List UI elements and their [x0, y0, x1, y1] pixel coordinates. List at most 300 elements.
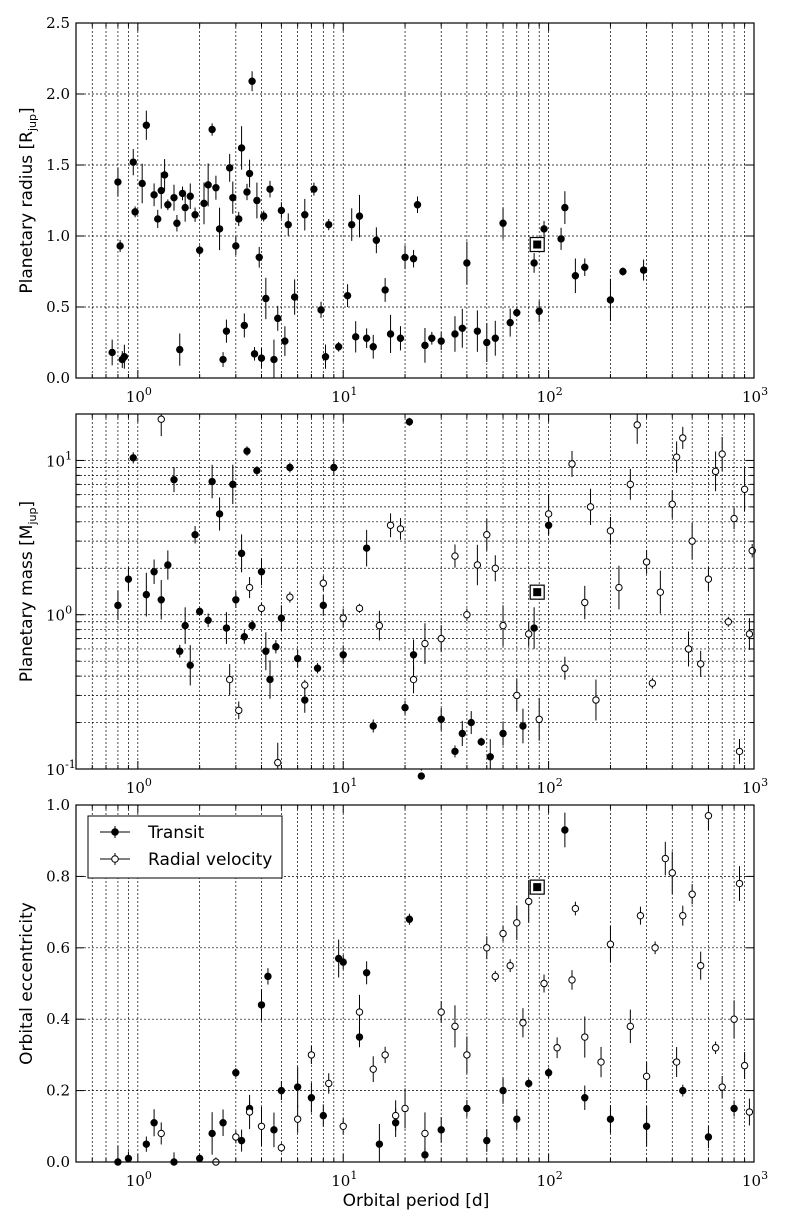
- rv-point: [392, 1112, 398, 1118]
- x-tick-label: $10^3$: [742, 1169, 769, 1190]
- rv-point: [637, 912, 643, 918]
- transit-point: [526, 1080, 532, 1086]
- rv-point: [514, 920, 520, 926]
- transit-point: [607, 297, 613, 303]
- transit-point: [230, 481, 236, 487]
- transit-point: [376, 1141, 382, 1147]
- transit-point: [177, 346, 183, 352]
- rv-point: [500, 930, 506, 936]
- rv-point: [246, 1109, 252, 1115]
- transit-point: [582, 264, 588, 270]
- transit-point: [251, 351, 257, 357]
- rv-point: [376, 622, 382, 628]
- transit-point: [151, 192, 157, 198]
- transit-point: [223, 328, 229, 334]
- highlighted-point: [533, 241, 541, 249]
- legend-rv-label: Radial velocity: [148, 850, 273, 870]
- transit-point: [230, 194, 236, 200]
- y-tick-label: 2.5: [46, 14, 70, 32]
- transit-point: [340, 959, 346, 965]
- transit-point: [115, 179, 121, 185]
- x-tick-label-exponent: 1: [350, 385, 358, 398]
- transit-point: [209, 478, 215, 484]
- transit-point: [487, 754, 493, 760]
- transit-point: [139, 180, 145, 186]
- y-tick-label: 0.4: [46, 1010, 70, 1029]
- rv-point: [484, 532, 490, 538]
- rv-point: [712, 1045, 718, 1051]
- transit-point: [294, 1084, 300, 1090]
- transit-point: [478, 739, 484, 745]
- transit-point: [545, 1070, 551, 1076]
- transit-point: [326, 221, 332, 227]
- transit-point: [344, 292, 350, 298]
- rv-point: [326, 1080, 332, 1086]
- transit-point: [572, 273, 578, 279]
- rv-point: [452, 1023, 458, 1029]
- y-tick-label: 0.0: [46, 369, 70, 387]
- rv-point: [643, 1073, 649, 1079]
- series-highlighted: [530, 238, 544, 252]
- transit-point: [322, 354, 328, 360]
- transit-point: [680, 1087, 686, 1093]
- transit-point: [340, 652, 346, 658]
- rv-point: [669, 870, 675, 876]
- transit-point: [249, 78, 255, 84]
- transit-point: [370, 723, 376, 729]
- series-highlighted: [530, 585, 544, 599]
- rv-point: [340, 615, 346, 621]
- rv-point: [607, 528, 613, 534]
- rv-point: [422, 1130, 428, 1136]
- rv-point: [474, 562, 480, 568]
- legend: [88, 816, 282, 878]
- rv-point: [275, 759, 281, 765]
- transit-point: [213, 185, 219, 191]
- rv-point: [356, 1009, 362, 1015]
- transit-point: [244, 189, 250, 195]
- rv-point: [500, 622, 506, 628]
- x-tick-label: $10^2$: [536, 385, 563, 406]
- rv-point: [541, 980, 547, 986]
- rv-point: [492, 973, 498, 979]
- transit-point: [320, 602, 326, 608]
- transit-point: [287, 464, 293, 470]
- rv-point: [236, 707, 242, 713]
- rv-point: [233, 1134, 239, 1140]
- x-tick-label-exponent: 0: [144, 776, 152, 789]
- x-tick-label-exponent: 1: [350, 776, 358, 789]
- transit-point: [192, 532, 198, 538]
- rv-point: [669, 501, 675, 507]
- transit-point: [267, 186, 273, 192]
- rv-point: [492, 565, 498, 571]
- transit-point: [158, 597, 164, 603]
- rv-point: [712, 468, 718, 474]
- rv-point: [685, 646, 691, 652]
- transit-point: [258, 355, 264, 361]
- transit-point: [335, 344, 341, 350]
- y-tick-label: 0.0: [46, 1153, 70, 1171]
- y-axis-label: Orbital eccentricity: [17, 902, 37, 1065]
- y-axis-label-end: ]: [17, 500, 37, 508]
- rv-point: [705, 576, 711, 582]
- transit-point: [291, 294, 297, 300]
- rv-point: [616, 584, 622, 590]
- transit-point: [558, 236, 564, 242]
- transit-point: [620, 268, 626, 274]
- rv-point: [572, 905, 578, 911]
- transit-point: [452, 331, 458, 337]
- rv-point: [526, 898, 532, 904]
- rv-point: [370, 1066, 376, 1072]
- transit-point: [406, 419, 412, 425]
- transit-point: [562, 827, 568, 833]
- x-tick-label-exponent: 2: [555, 385, 563, 398]
- transit-point: [196, 247, 202, 253]
- transit-point: [125, 1155, 131, 1161]
- transit-point: [582, 1095, 588, 1101]
- rv-point: [689, 891, 695, 897]
- transit-point: [459, 730, 465, 736]
- transit-point: [311, 186, 317, 192]
- radius-panel: [17, 14, 768, 406]
- transit-point: [731, 1105, 737, 1111]
- transit-point: [536, 308, 542, 314]
- transit-point: [220, 1120, 226, 1126]
- transit-point: [260, 213, 266, 219]
- rv-point: [746, 1109, 752, 1115]
- rv-point: [598, 1059, 604, 1065]
- transit-point: [452, 748, 458, 754]
- x-tick-label: $10^1$: [331, 385, 358, 406]
- transit-point: [402, 254, 408, 260]
- rv-point: [246, 584, 252, 590]
- transit-point: [161, 172, 167, 178]
- transit-point: [492, 335, 498, 341]
- rv-point: [402, 1105, 408, 1111]
- transit-point: [294, 655, 300, 661]
- rv-point: [464, 612, 470, 618]
- transit-point: [500, 220, 506, 226]
- x-tick-label: $10^2$: [536, 1169, 563, 1190]
- x-tick-label: $10^1$: [331, 1169, 358, 1190]
- rv-point: [464, 1052, 470, 1058]
- rv-point: [308, 1052, 314, 1058]
- transit-point: [484, 339, 490, 345]
- y-tick-label: $10^1$: [46, 449, 73, 471]
- transit-point: [500, 1087, 506, 1093]
- transit-point: [278, 207, 284, 213]
- transit-point: [318, 307, 324, 313]
- transit-point: [151, 569, 157, 575]
- rv-point: [226, 676, 232, 682]
- transit-point: [414, 202, 420, 208]
- transit-point: [201, 200, 207, 206]
- y-tick-label: 0.6: [46, 938, 70, 957]
- rv-point: [697, 962, 703, 968]
- transit-point: [258, 1002, 264, 1008]
- rv-point: [278, 1145, 284, 1151]
- highlighted-point: [533, 883, 541, 891]
- transit-point: [165, 562, 171, 568]
- rv-point: [587, 504, 593, 510]
- rv-point: [741, 1062, 747, 1068]
- legend-transit-label: Transit: [148, 823, 205, 843]
- x-tick-label: $10^3$: [742, 776, 769, 797]
- x-tick-label: $10^3$: [742, 385, 769, 406]
- transit-point: [196, 608, 202, 614]
- y-tick-label: 2.0: [46, 85, 70, 103]
- y-tick-label-exponent: -1: [65, 758, 76, 771]
- rv-point: [387, 522, 393, 528]
- transit-point: [117, 243, 123, 249]
- transit-point: [356, 1034, 362, 1040]
- transit-point: [233, 1070, 239, 1076]
- transit-point: [182, 622, 188, 628]
- rv-point: [680, 435, 686, 441]
- transit-point: [410, 652, 416, 658]
- transit-point: [302, 212, 308, 218]
- series-transit: [115, 418, 552, 779]
- rv-point: [569, 977, 575, 983]
- transit-point: [263, 295, 269, 301]
- transit-point: [607, 1116, 613, 1122]
- transit-point: [223, 625, 229, 631]
- y-tick-label: 0.5: [46, 298, 70, 316]
- transit-point: [438, 1127, 444, 1133]
- transit-point: [187, 193, 193, 199]
- x-tick-label-exponent: 0: [144, 1169, 152, 1182]
- transit-point: [438, 338, 444, 344]
- rv-point: [562, 665, 568, 671]
- rv-point: [741, 486, 747, 492]
- y-tick-label: 0.2: [46, 1081, 70, 1100]
- transit-point: [373, 237, 379, 243]
- transit-point: [410, 256, 416, 262]
- x-tick-label: $10^2$: [536, 776, 563, 797]
- transit-point: [278, 1087, 284, 1093]
- transit-point: [278, 615, 284, 621]
- rv-point: [731, 515, 737, 521]
- rv-point: [582, 599, 588, 605]
- transit-point: [256, 254, 262, 260]
- transit-point: [363, 970, 369, 976]
- transit-point: [308, 1095, 314, 1101]
- y-axis-label-end: ]: [17, 107, 37, 115]
- transit-point: [130, 159, 136, 165]
- transit-point: [382, 287, 388, 293]
- transit-point: [209, 126, 215, 132]
- transit-point: [507, 319, 513, 325]
- rv-point: [582, 1034, 588, 1040]
- rv-point: [634, 422, 640, 428]
- transit-point: [363, 335, 369, 341]
- rv-point: [158, 416, 164, 422]
- transit-point: [282, 338, 288, 344]
- y-tick-label-exponent: 0: [65, 603, 73, 617]
- rv-point: [382, 1052, 388, 1058]
- transit-point: [233, 243, 239, 249]
- rv-point: [520, 1020, 526, 1026]
- transit-point: [387, 331, 393, 337]
- transit-point: [233, 597, 239, 603]
- rv-point: [643, 559, 649, 565]
- rv-point: [526, 631, 532, 637]
- y-axis-label: Planetary radius $[R_{jup}]$: [17, 107, 39, 294]
- mass-panel: [17, 414, 768, 797]
- transit-point: [643, 1123, 649, 1129]
- y-tick-label: 1.0: [46, 796, 70, 814]
- transit-point: [514, 309, 520, 315]
- x-tick-label-exponent: 2: [555, 1169, 563, 1182]
- rv-point: [719, 1084, 725, 1090]
- transit-point: [205, 617, 211, 623]
- transit-point: [155, 216, 161, 222]
- rv-point: [736, 748, 742, 754]
- rv-point: [536, 716, 542, 722]
- transit-point: [464, 260, 470, 266]
- transit-point: [541, 226, 547, 232]
- rv-point: [697, 661, 703, 667]
- rv-point: [258, 1123, 264, 1129]
- rv-point: [652, 945, 658, 951]
- transit-point: [356, 213, 362, 219]
- transit-point: [236, 216, 242, 222]
- transit-point: [263, 648, 269, 654]
- legend-rv-marker: [112, 856, 119, 863]
- transit-point: [209, 1130, 215, 1136]
- y-tick-label-exponent: 1: [65, 449, 73, 463]
- transit-point: [249, 622, 255, 628]
- transit-point: [514, 1116, 520, 1122]
- highlighted-point: [533, 588, 541, 596]
- transit-point: [418, 773, 424, 779]
- y-tick-label: 0.8: [46, 867, 70, 886]
- transit-point: [531, 625, 537, 631]
- transit-point: [314, 665, 320, 671]
- transit-point: [402, 704, 408, 710]
- transit-point: [143, 591, 149, 597]
- transit-point: [187, 662, 193, 668]
- rv-point: [158, 1130, 164, 1136]
- y-axis-label-subscript: jup: [26, 507, 39, 525]
- transit-point: [352, 334, 358, 340]
- transit-point: [254, 197, 260, 203]
- transit-point: [363, 545, 369, 551]
- rv-point: [731, 1016, 737, 1022]
- rv-point: [258, 605, 264, 611]
- transit-point: [238, 550, 244, 556]
- x-tick-label-exponent: 3: [761, 776, 769, 789]
- x-tick-label-exponent: 2: [555, 776, 563, 789]
- transit-point: [246, 170, 252, 176]
- transit-point: [174, 220, 180, 226]
- x-tick-label: $10^0$: [125, 776, 152, 797]
- rv-point: [593, 697, 599, 703]
- rv-point: [320, 580, 326, 586]
- transit-point: [271, 356, 277, 362]
- rv-point: [410, 676, 416, 682]
- rv-point: [657, 589, 663, 595]
- transit-point: [151, 1120, 157, 1126]
- x-axis-label: Orbital period [d]: [342, 1191, 490, 1211]
- rv-point: [340, 1123, 346, 1129]
- rv-point: [514, 692, 520, 698]
- legend-transit-marker: [112, 829, 119, 836]
- transit-point: [640, 267, 646, 273]
- transit-point: [182, 204, 188, 210]
- rv-point: [746, 631, 752, 637]
- rv-point: [649, 680, 655, 686]
- rv-point: [294, 1116, 300, 1122]
- transit-point: [165, 202, 171, 208]
- x-tick-label-exponent: 0: [144, 385, 152, 398]
- rv-point: [452, 553, 458, 559]
- x-tick-label: $10^0$: [125, 1169, 152, 1190]
- y-tick-label: $10^0$: [46, 603, 73, 625]
- transit-point: [226, 165, 232, 171]
- transit-point: [320, 1112, 326, 1118]
- rv-point: [689, 538, 695, 544]
- transit-point: [171, 477, 177, 483]
- transit-point: [422, 342, 428, 348]
- transit-point: [464, 1105, 470, 1111]
- transit-point: [331, 464, 337, 470]
- transit-point: [271, 1127, 277, 1133]
- transit-point: [125, 576, 131, 582]
- rv-point: [673, 1059, 679, 1065]
- transit-point: [238, 145, 244, 151]
- rv-point: [662, 855, 668, 861]
- transit-point: [429, 335, 435, 341]
- x-tick-label: $10^0$: [125, 385, 152, 406]
- plot-frame: [76, 23, 754, 378]
- transit-point: [406, 916, 412, 922]
- transit-point: [158, 187, 164, 193]
- transit-point: [238, 1137, 244, 1143]
- rv-point: [736, 880, 742, 886]
- transit-point: [171, 194, 177, 200]
- transit-point: [220, 356, 226, 362]
- transit-point: [302, 697, 308, 703]
- rv-point: [725, 619, 731, 625]
- transit-point: [397, 335, 403, 341]
- transit-point: [216, 511, 222, 517]
- rv-point: [673, 454, 679, 460]
- x-tick-label-exponent: 3: [761, 1169, 769, 1182]
- rv-point: [705, 813, 711, 819]
- x-tick-label-exponent: 3: [761, 385, 769, 398]
- transit-point: [267, 676, 273, 682]
- transit-point: [474, 328, 480, 334]
- transit-point: [121, 354, 127, 360]
- rv-point: [438, 1009, 444, 1015]
- transit-point: [349, 221, 355, 227]
- transit-point: [205, 182, 211, 188]
- transit-point: [285, 221, 291, 227]
- rv-point: [607, 941, 613, 947]
- x-tick-label: $10^1$: [331, 776, 358, 797]
- transit-point: [241, 322, 247, 328]
- rv-point: [422, 640, 428, 646]
- rv-point: [287, 594, 293, 600]
- rv-point: [627, 481, 633, 487]
- transit-point: [143, 1141, 149, 1147]
- rv-point: [719, 451, 725, 457]
- rv-point: [627, 1023, 633, 1029]
- transit-point: [500, 730, 506, 736]
